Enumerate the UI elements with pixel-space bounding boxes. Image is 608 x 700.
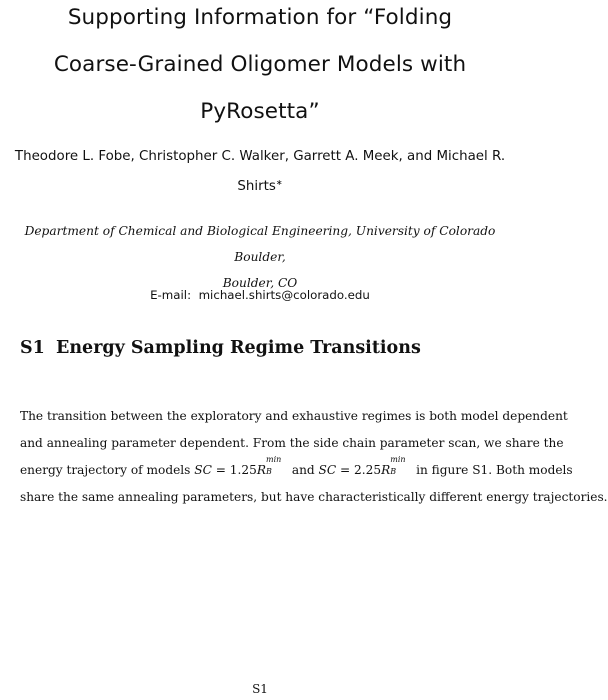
equation-sc-2: [318, 455, 413, 477]
eq2-symbol: R: [381, 463, 391, 477]
author-list: [0, 142, 520, 202]
title-line-2: Coarse-Grained Oligomer Models with: [53, 52, 467, 77]
affiliation-line-1: Department of Chemical and Biological Engineering, University of Colorado Boulder,: [24, 224, 496, 264]
paragraph-line-2: and annealing parameter dependent. From the side chain parameter scan, we share the: [20, 436, 564, 450]
paragraph-line-1: The transition between the exploratory and exhaustive regimes is both model dependent: [20, 409, 568, 423]
paragraph-line-4: share the same annealing parameters, but have characteristically different energy trajectories.: [20, 490, 608, 504]
paragraph-line-3: [20, 455, 573, 484]
paragraph-and: and: [287, 463, 319, 477]
affiliation-line-2: Boulder, CO: [222, 276, 298, 290]
paragraph-line-3-start: energy trajectory of models: [20, 463, 195, 477]
authors-line-2: Shirts: [237, 179, 276, 194]
title-line-1: Supporting Information for “Folding: [67, 5, 453, 30]
eq2-scripts: [390, 455, 412, 476]
paragraph-line-3-end: in figure S1. Both models: [412, 463, 573, 477]
email-address[interactable]: michael.shirts@colorado.edu: [198, 288, 370, 302]
eq2-subscript: B: [390, 467, 397, 476]
eq2-value: = 2.25: [336, 463, 382, 477]
eq1-subscript: B: [265, 467, 272, 476]
paper-title: [0, 0, 520, 135]
eq2-lhs: SC: [318, 463, 337, 477]
section-title: Energy Sampling Regime Transitions: [56, 338, 421, 358]
title-line-3: PyRosetta”: [200, 99, 320, 124]
eq1-superscript: min: [265, 455, 282, 464]
page-number: S1: [252, 682, 268, 696]
corresponding-author-mark: ∗: [275, 178, 283, 187]
section-number: S1: [20, 338, 45, 358]
eq1-symbol: R: [256, 463, 266, 477]
equation-sc-1: [194, 455, 288, 477]
eq1-value: = 1.25: [211, 463, 257, 477]
section-heading: [20, 336, 421, 360]
contact-email: [0, 285, 520, 305]
email-label: E-mail:: [150, 288, 192, 302]
eq2-superscript: min: [390, 455, 406, 464]
eq1-scripts: [265, 455, 288, 476]
authors-line-1: Theodore L. Fobe, Christopher C. Walker, Garrett A. Meek, and Michael R.: [14, 149, 506, 164]
eq1-lhs: SC: [194, 463, 212, 477]
body-paragraph: [20, 403, 608, 511]
